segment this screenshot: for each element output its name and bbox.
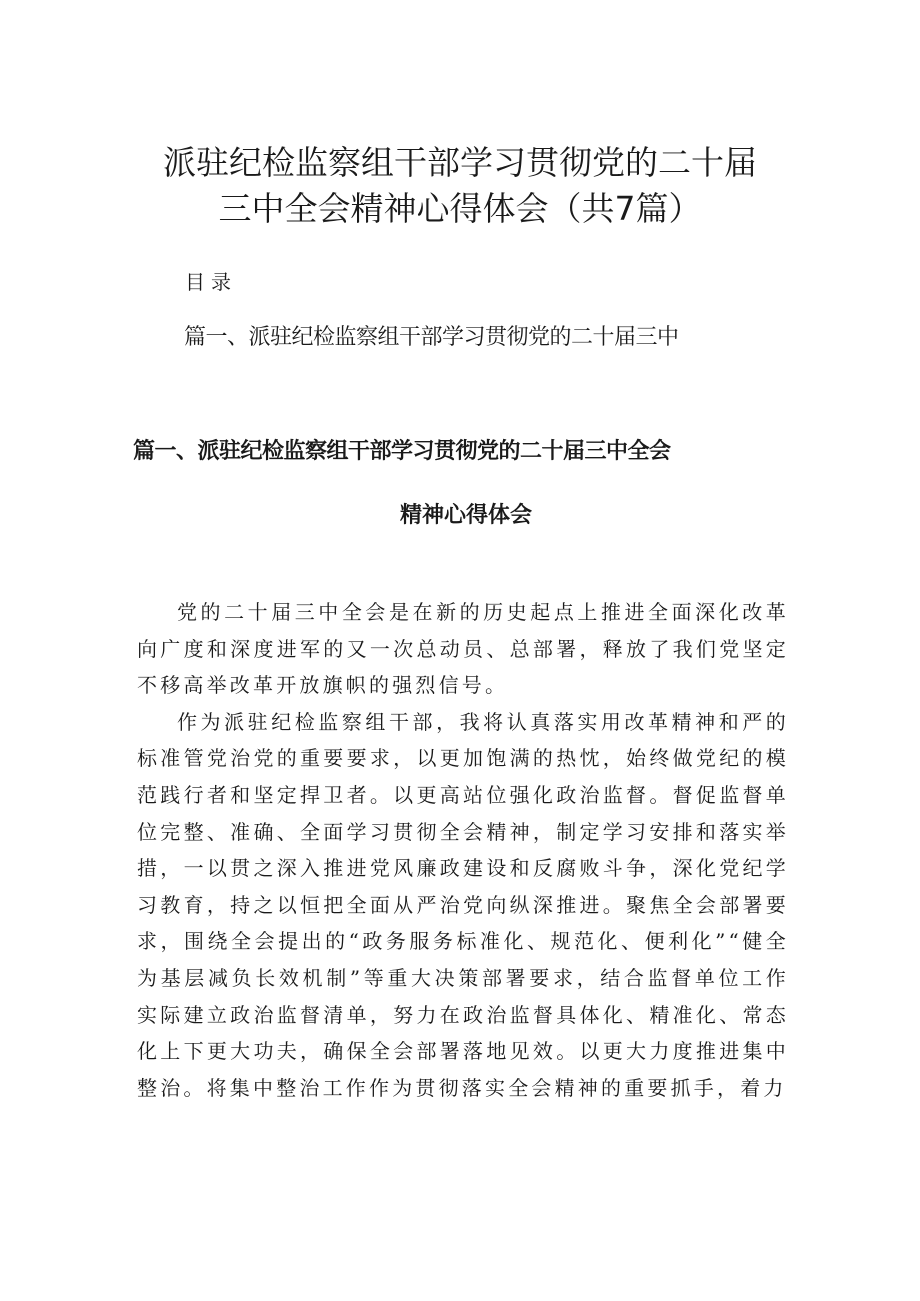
body-paragraph-1: 党的二十届三中全会是在新的历史起点上推进全面深化改革向广度和深度进军的又一次总动员、总部署，释放了我们党坚定不移高举改革开放旗帜的强烈信号。 — [137, 600, 789, 698]
section-title — [133, 440, 793, 528]
section-title-line-2: 精神心得体会 — [399, 503, 532, 528]
body-text — [137, 594, 789, 1106]
document-title — [0, 140, 920, 232]
toc-heading: 目录 — [185, 270, 237, 294]
section-title-line-1: 篇一、派驻纪检监察组干部学习贯彻党的二十届三中全会 — [133, 439, 671, 464]
document-title-line-2: 三中全会精神心得体会（共7篇） — [218, 189, 702, 228]
toc-item-1: 篇一、派驻纪检监察组干部学习贯彻党的二十届三中 — [184, 325, 679, 350]
body-paragraph-2: 作为派驻纪检监察组干部，我将认真落实用改革精神和严的标准管党治党的重要要求，以更加饱满的热忱，始终做党纪的模范践行者和坚定捍卫者。以更高站位强化政治监督。督促监督单位完整、准确、全面学习贯彻全会精神，制定学习安排和落实举措，一以贯之深入推进党风廉政建设和反腐败斗争，深化党纪学习教育，持之以恒把全面从严治党向纵深推进。聚焦全会部署要求，围绕全会提出的“政务服务标准化、规范化、便利化”“健全为基层减负长效机制”等重大决策部署要求，结合监督单位工作实际建立政治监督清单，努力在政治监督具体化、精准化、常态化上下更大功夫，确保全会部署落地见效。以更大力度推进集中整治。将集中整治工作作为贯彻落实全会精神的重要抓手，着力 — [137, 709, 789, 1100]
document-title-line-1: 派驻纪检监察组干部学习贯彻党的二十届 — [163, 143, 757, 182]
